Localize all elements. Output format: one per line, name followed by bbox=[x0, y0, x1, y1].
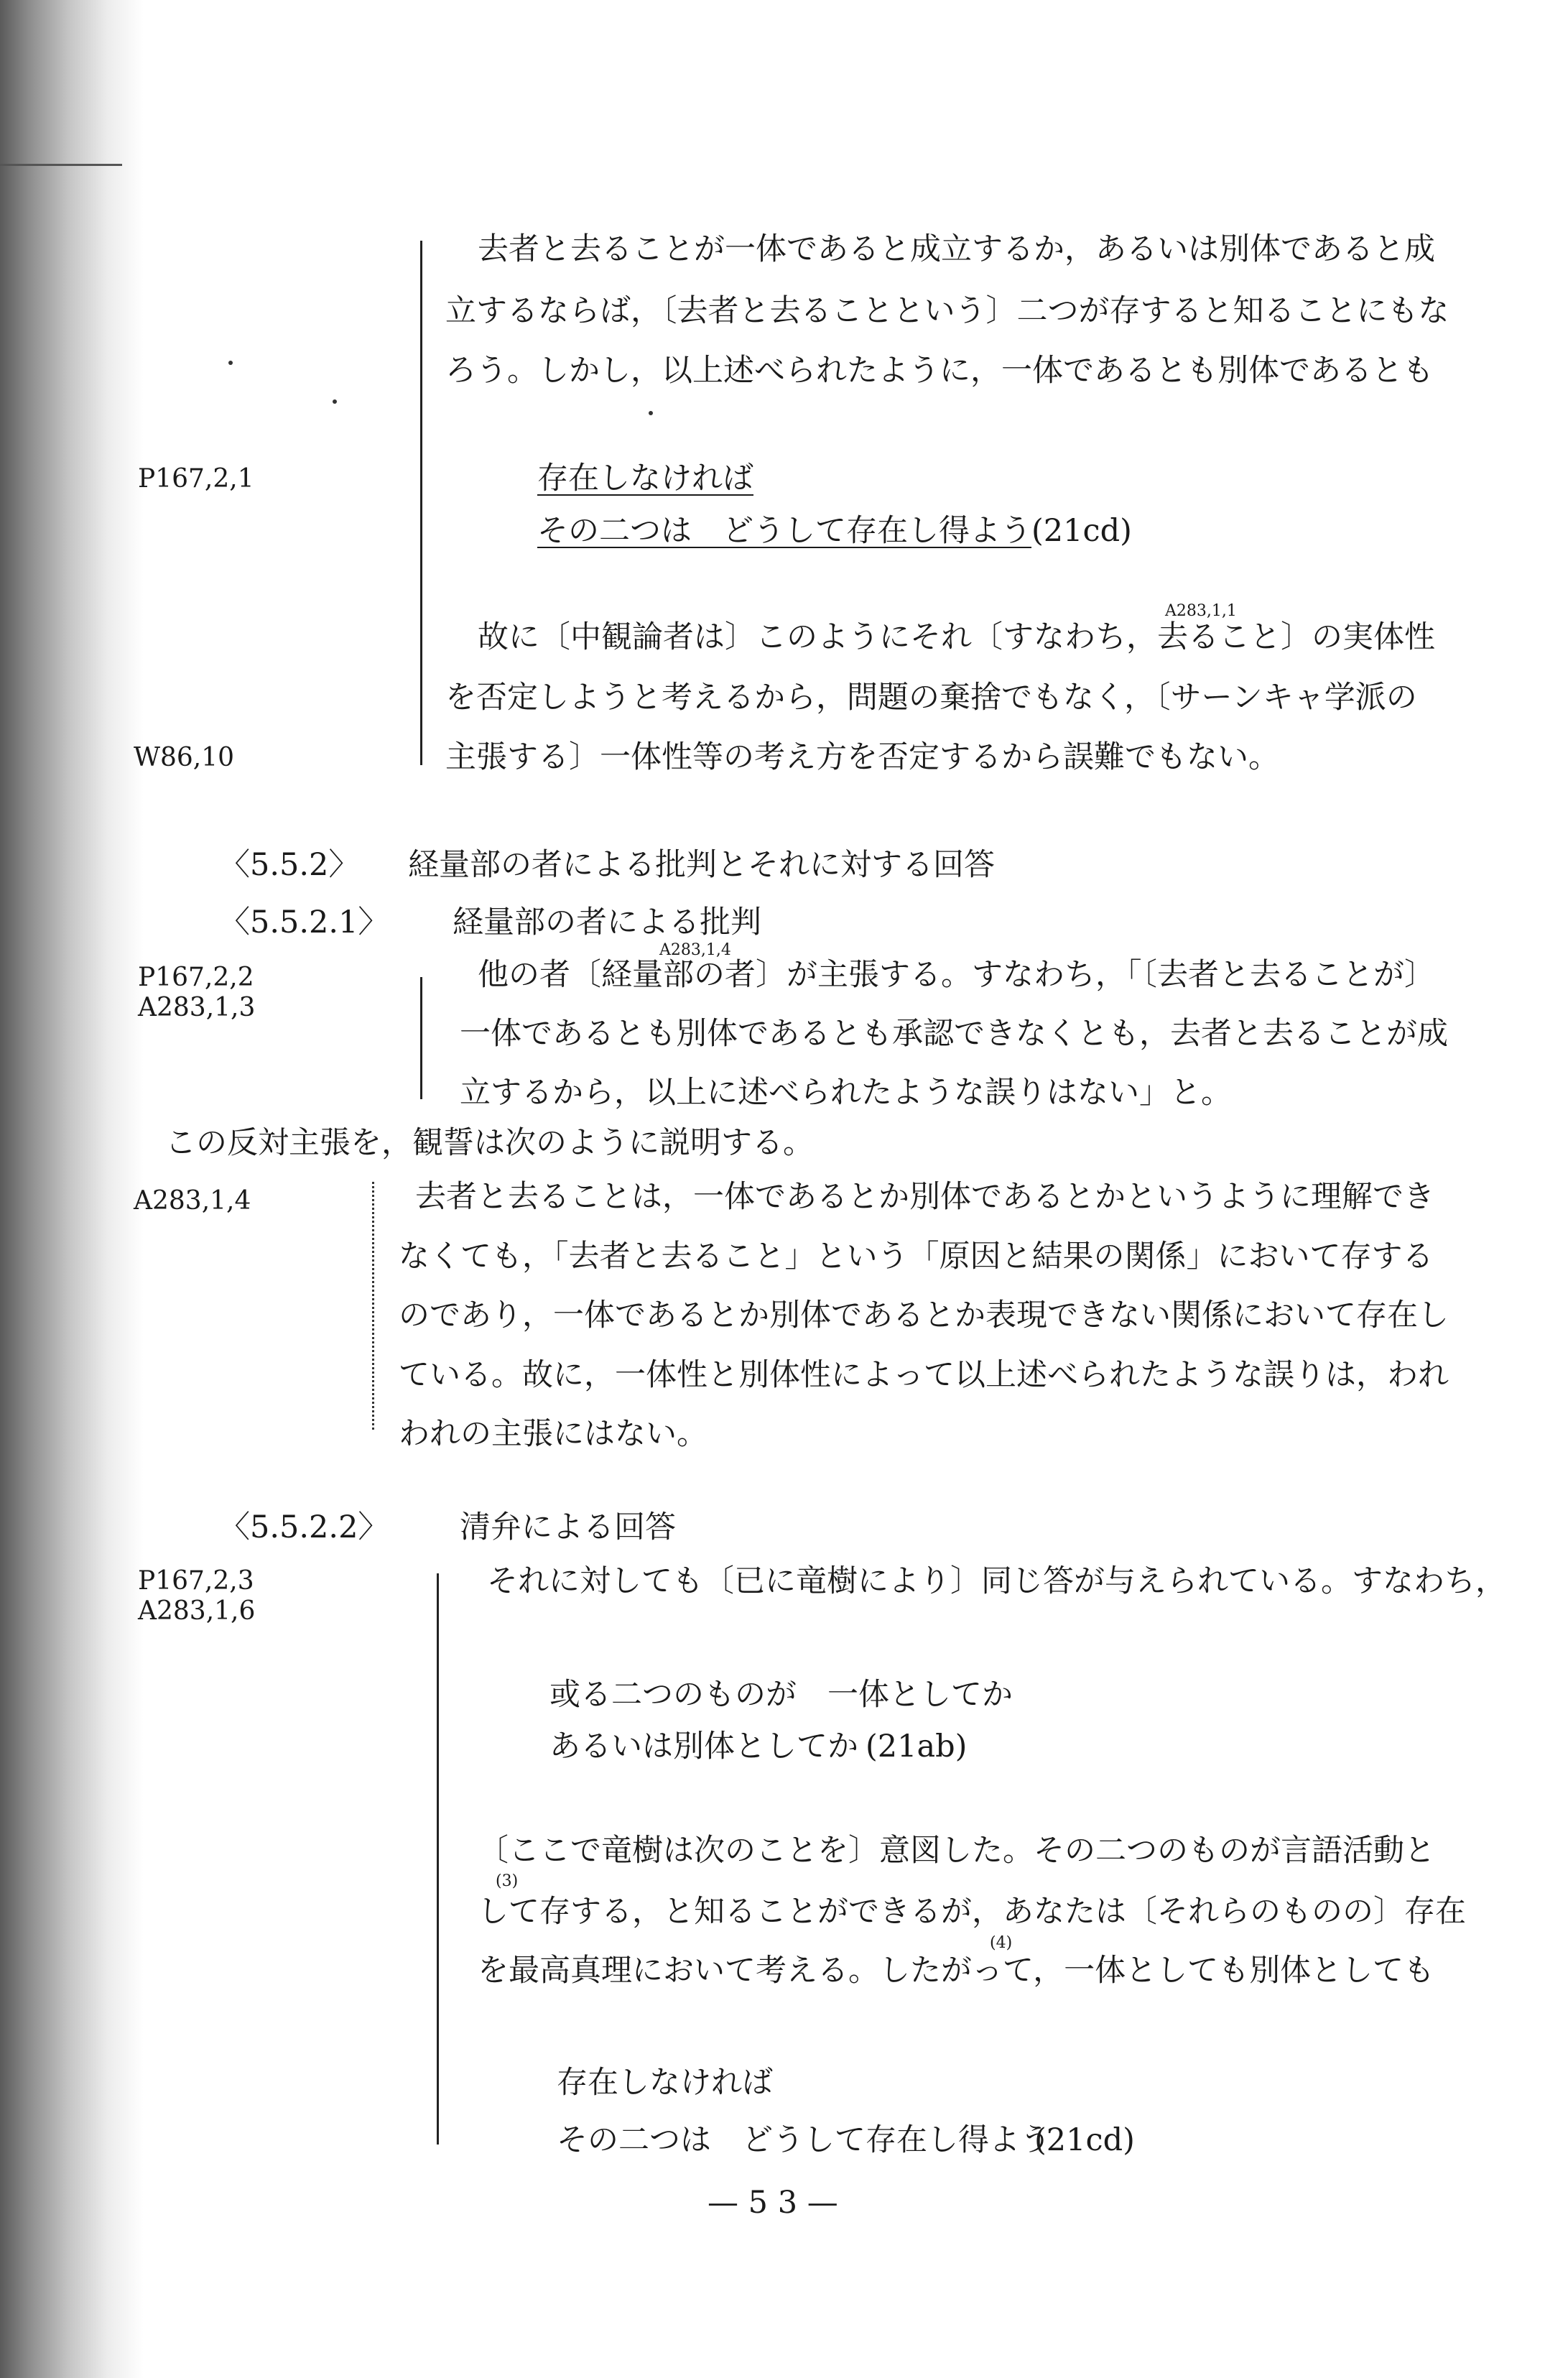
section-number: 〈5.5.2〉 bbox=[219, 847, 360, 883]
speck bbox=[333, 399, 337, 404]
verse-line: その二つは どうして存在し得よう bbox=[557, 2122, 1051, 2158]
commentary-line: のであり，一体であるとか別体であるとか表現できない関係において存在し bbox=[399, 1297, 1449, 1333]
verse-ref: (21ab) bbox=[866, 1729, 968, 1764]
section-title: 経量部の者による批判 bbox=[453, 905, 761, 940]
text-line: を否定しようと考えるから，問題の棄捨でもなく，〔サーンキャ学派の bbox=[445, 680, 1417, 716]
quote-bar bbox=[420, 977, 422, 1099]
speck bbox=[649, 411, 653, 415]
text-line: 〔ここで竜樹は次のことを〕意図した。その二つのものが言語活動と bbox=[478, 1833, 1435, 1869]
speck bbox=[228, 361, 233, 365]
verse-ref: (21cd) bbox=[1034, 2122, 1135, 2158]
commentary-line: なくても，「去者と去ること」という「原因と結果の関係」において存する bbox=[399, 1239, 1434, 1274]
binding-shadow bbox=[0, 0, 144, 2378]
margin-ref: P167,2,1 bbox=[138, 464, 254, 494]
section-number: 〈5.5.2.1〉 bbox=[219, 905, 389, 940]
commentary-bar bbox=[372, 1182, 374, 1430]
text-line: を最高真理において考える。したがって，一体としても別体としても bbox=[478, 1953, 1435, 1989]
text-line: 主張する〕一体性等の考え方を否定するから誤難でもない。 bbox=[445, 739, 1279, 775]
text-line: ろう。しかし，以上述べられたように，一体であるとも別体であるとも bbox=[445, 353, 1434, 389]
text-line: 立するから，以上に述べられたような誤りはない」と。 bbox=[460, 1075, 1232, 1111]
commentary-line: 去者と去ることは，一体であるとか別体であるとかというように理解でき bbox=[415, 1179, 1434, 1215]
intro-line: この反対主張を，観誓は次のように説明する。 bbox=[165, 1125, 814, 1161]
commentary-line: われの主張にはない。 bbox=[399, 1416, 708, 1452]
section-title: 経量部の者による批判とそれに対する回答 bbox=[408, 847, 995, 883]
margin-ref: W86,10 bbox=[134, 743, 235, 772]
text-line: 他の者〔経量部の者〕が主張する。すなわち，「〔去者と去ることが〕 bbox=[478, 957, 1435, 993]
superscript-ref: A283,1,4 bbox=[659, 941, 731, 959]
superscript-ref: A283,1,1 bbox=[1165, 602, 1237, 620]
margin-ref: A283,1,6 bbox=[138, 1596, 256, 1626]
verse-line: 或る二つのものが 一体としてか bbox=[549, 1677, 1013, 1713]
verse-ref: (21cd) bbox=[1031, 513, 1132, 549]
text-line: それに対しても〔已に竜樹により〕同じ答が与えられている。すなわち， bbox=[487, 1563, 1506, 1599]
commentary-line: ている。故に，一体性と別体性によって以上述べられたような誤りは，われ bbox=[399, 1357, 1449, 1393]
text-line: 一体であるとも別体であるとも承認できなくとも，去者と去ることが成 bbox=[460, 1016, 1448, 1052]
text-line: 立するならば，〔去者と去ることという〕二つが存すると知ることにもな bbox=[445, 293, 1449, 329]
margin-ref: P167,2,2 bbox=[138, 963, 254, 992]
text-line: 故に〔中観論者は〕このようにそれ〔すなわち，去ること〕の実体性 bbox=[478, 619, 1435, 655]
section-number: 〈5.5.2.2〉 bbox=[219, 1509, 389, 1545]
binding-rule bbox=[0, 164, 122, 166]
verse-line: 存在しなければ bbox=[557, 2065, 773, 2101]
verse-line: 存在しなければ bbox=[537, 461, 753, 496]
verse-line: その二つは どうして存在し得よう bbox=[537, 513, 1031, 549]
text-line: 去者と去ることが一体であると成立するか，あるいは別体であると成 bbox=[478, 231, 1435, 267]
note-marker: (4) bbox=[990, 1934, 1013, 1952]
section-title: 清弁による回答 bbox=[460, 1509, 676, 1545]
margin-ref: P167,2,3 bbox=[138, 1566, 254, 1596]
margin-ref: A283,1,4 bbox=[134, 1186, 251, 1216]
page-number: — 5 3 — bbox=[708, 2185, 838, 2221]
quote-bar bbox=[437, 1573, 439, 2145]
note-marker: (3) bbox=[496, 1872, 519, 1890]
text-line: して存する，と知ることができるが，あなたは〔それらのものの〕存在 bbox=[478, 1894, 1466, 1930]
verse-line: あるいは別体としてか bbox=[549, 1729, 858, 1764]
quote-bar bbox=[420, 241, 422, 765]
margin-ref: A283,1,3 bbox=[138, 993, 256, 1022]
